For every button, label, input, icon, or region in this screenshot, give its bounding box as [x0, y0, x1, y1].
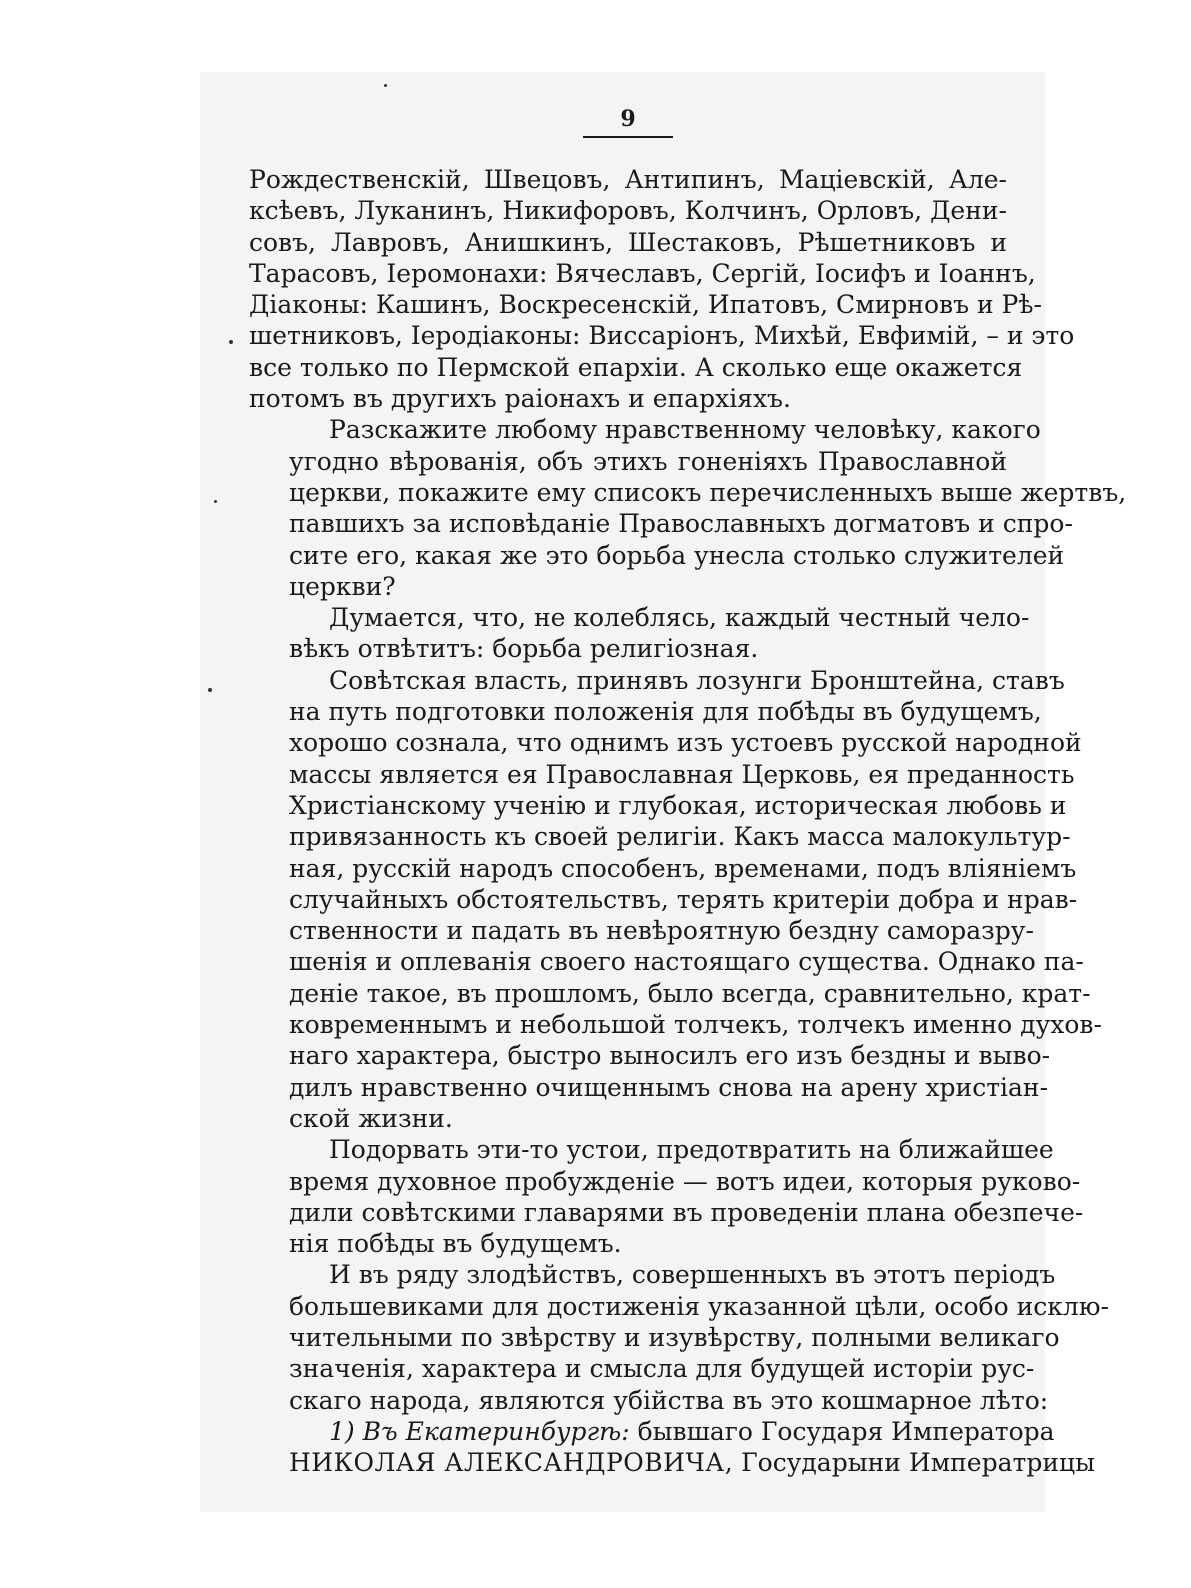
- paragraph: [249, 1259, 1109, 1415]
- text-line: чительными по звѣрству и изувѣрству, полными великаго: [289, 1322, 1060, 1352]
- text-line: ской жизни.: [289, 1103, 453, 1133]
- item-text: Государыни Императрицы: [733, 1448, 1095, 1478]
- text-line: ксѣевъ, Луканинъ, Никифоровъ, Колчинъ, Орловъ, Дени-: [249, 196, 1007, 226]
- text-line: деніе такое, въ прошломъ, было всегда, сравнительно, крат-: [289, 978, 1091, 1008]
- text-line: все только по Пермской епархіи. А сколько еще окажется: [249, 352, 1023, 382]
- text-line: угодно вѣрованія, объ этихъ гоненіяхъ Православной: [289, 446, 1007, 476]
- emperor-name: НИКОЛАЯ АЛЕКСАНДРОВИЧА,: [289, 1448, 734, 1478]
- margin-mark: [208, 688, 212, 692]
- text-line: ственности и падать въ невѣроятную бездну саморазру-: [289, 916, 1034, 946]
- text-line: павшихъ за исповѣданіе Православныхъ догматовъ и спро-: [289, 509, 1073, 539]
- text-line: Христіанскому ученію и глубокая, историческая любовь и: [289, 790, 1067, 820]
- page-number: 9: [583, 104, 673, 138]
- text-line: Рождественскій, Швецовъ, Антипинъ, Маціевскій, Але-: [249, 165, 1007, 194]
- text-line: Разскажите любому нравственному человѣку, какого: [329, 415, 1041, 445]
- paragraph: [249, 665, 1102, 1134]
- text-line: вѣкъ отвѣтитъ: борьба религіозная.: [289, 634, 759, 664]
- text-line: Тарасовъ, Іеромонахи: Вячеславъ, Сергій, Іосифъ и Іоаннъ,: [249, 258, 1036, 288]
- text-line: ная, русскій народъ способенъ, временами, подъ вліяніемъ: [289, 853, 1077, 883]
- document-body: [249, 164, 1127, 1478]
- text-line: [249, 1416, 1055, 1447]
- paragraph: [249, 602, 1030, 665]
- text-line: шетниковъ, Іеродіаконы: Виссаріонъ, Михѣй, Евфимій, – и это: [249, 321, 1075, 351]
- text-line: Діаконы: Кашинъ, Воскресенскій, Ипатовъ, Смирновъ и Рѣ-: [249, 290, 1042, 320]
- paragraph: [249, 1134, 1084, 1259]
- text-line: скаго народа, являются убійства въ это кошмарное лѣто:: [289, 1385, 1049, 1415]
- text-line: церкви, покажите ему списокъ перечисленныхъ выше жертвъ,: [289, 477, 1127, 507]
- item-lead: 1) Въ Екатеринбургѣ:: [329, 1416, 630, 1446]
- text-line: И въ ряду злодѣйствъ, совершенныхъ въ этотъ періодъ: [329, 1260, 1056, 1290]
- margin-mark: [384, 84, 387, 87]
- text-line: массы является ея Православная Церковь, ея преданность: [289, 759, 1075, 789]
- text-line: на путь подготовки положенія для побѣды въ будущемъ,: [289, 697, 1042, 727]
- text-line: Совѣтская власть, принявъ лозунги Бронштейна, ставъ: [329, 665, 1065, 695]
- text-line: Думается, что, не колеблясь, каждый честный чело-: [329, 603, 1030, 633]
- text-line: привязанность къ своей религіи. Какъ масса малокультур-: [289, 822, 1071, 852]
- text-line: совъ, Лавровъ, Анишкинъ, Шестаковъ, Рѣшетниковъ и: [249, 227, 1007, 257]
- text-line: сите его, какая же это борьба унесла столько служителей: [289, 540, 1065, 570]
- paragraph: [249, 1416, 1095, 1479]
- text-line: хорошо сознала, что однимъ изъ устоевъ русской народной: [289, 728, 1082, 758]
- margin-mark: [229, 340, 233, 344]
- text-line: большевиками для достиженія указанной цѣли, особо исклю-: [289, 1291, 1109, 1321]
- paragraph: [249, 164, 1075, 414]
- text-line: дили совѣтскими главарями въ проведеніи плана обезпече-: [289, 1197, 1084, 1227]
- text-line: Подорвать эти-то устои, предотвратить на ближайшее: [329, 1135, 1054, 1165]
- text-line: ковременнымъ и небольшой толчекъ, толчекъ именно духов-: [289, 1010, 1102, 1040]
- text-line: нія побѣды въ будущемъ.: [289, 1229, 622, 1259]
- text-line: потомъ въ другихъ раіонахъ и епархіяхъ.: [249, 384, 791, 414]
- text-line: церкви?: [289, 571, 396, 601]
- text-line: случайныхъ обстоятельствъ, терять критеріи добра и нрав-: [289, 884, 1078, 914]
- text-line: наго характера, быстро выносилъ его изъ бездны и выво-: [289, 1041, 1051, 1071]
- text-line: дилъ нравственно очищеннымъ снова на арену христіан-: [289, 1072, 1049, 1102]
- text-line: время духовное пробужденіе — вотъ идеи, которыя руково-: [289, 1166, 1081, 1196]
- margin-mark: [214, 500, 217, 503]
- text-line: [249, 1447, 1095, 1478]
- text-line: значенія, характера и смысла для будущей исторіи рус-: [289, 1354, 1035, 1384]
- item-text: бывшаго Государя Императора: [629, 1416, 1055, 1446]
- paragraph: [249, 414, 1127, 602]
- text-line: шенія и оплеванія своего настоящаго существа. Однако па-: [289, 947, 1084, 977]
